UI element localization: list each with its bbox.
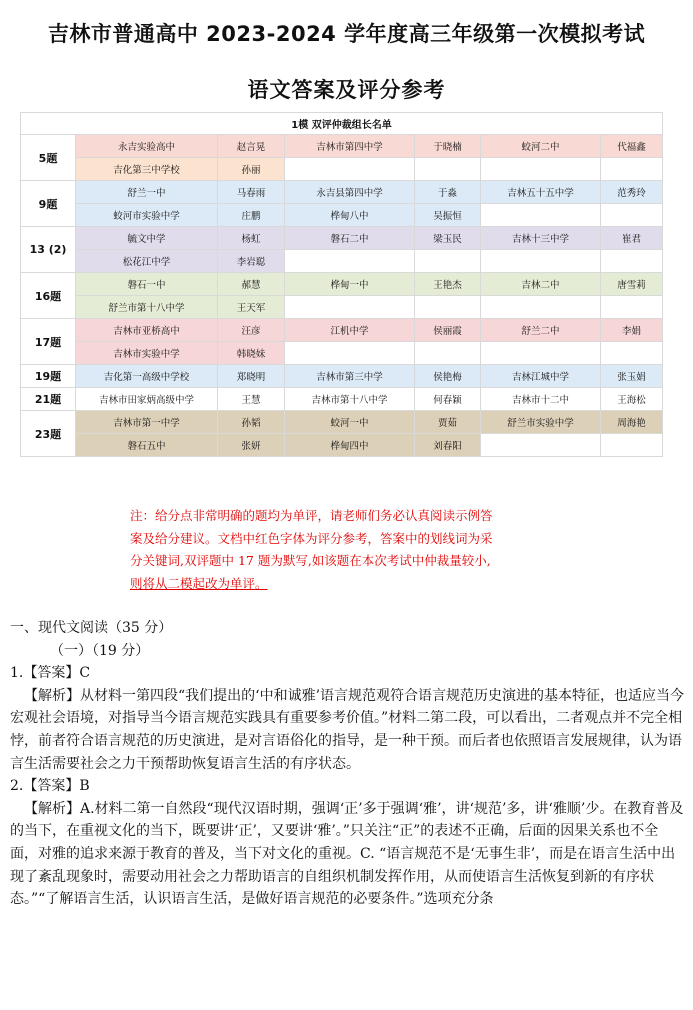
school-cell: 蛟河二中 [481, 135, 601, 158]
note-line: 分关键词,双评题中 17 题为默写,如该题在本次考试中仲裁量较小, [130, 553, 491, 568]
school-cell: 江机中学 [285, 319, 415, 342]
teacher-cell: 代福鑫 [601, 135, 663, 158]
school-cell [481, 296, 601, 319]
teacher-cell: 郝慧 [218, 273, 285, 296]
school-cell: 舒兰一中 [76, 181, 218, 204]
teacher-cell: 马春雨 [218, 181, 285, 204]
school-cell: 吉林市第十八中学 [285, 388, 415, 411]
teacher-cell [601, 296, 663, 319]
question-label: 17题 [21, 319, 76, 365]
table-row [21, 181, 663, 204]
school-cell: 舒兰市第十八中学 [76, 296, 218, 319]
school-cell: 磐石五中 [76, 434, 218, 457]
teacher-cell: 王天军 [218, 296, 285, 319]
school-cell: 吉林市十二中 [481, 388, 601, 411]
teacher-cell: 赵言晃 [218, 135, 285, 158]
question-label: 9题 [21, 181, 76, 227]
teacher-cell: 崔君 [601, 227, 663, 250]
teacher-cell [601, 250, 663, 273]
school-cell: 桦甸一中 [285, 273, 415, 296]
teacher-cell: 侯丽霞 [415, 319, 481, 342]
school-cell: 磐石二中 [285, 227, 415, 250]
school-cell: 吉林市田家炳高级中学 [76, 388, 218, 411]
table-row [21, 319, 663, 342]
teacher-cell: 范秀玲 [601, 181, 663, 204]
teacher-cell [415, 342, 481, 365]
school-cell: 吉林五十五中学 [481, 181, 601, 204]
document-title: 吉林市普通高中 2023-2024 学年度高三年级第一次模拟考试 [47, 22, 646, 46]
teacher-cell: 李娟 [601, 319, 663, 342]
school-cell [481, 342, 601, 365]
grading-note [130, 505, 570, 595]
school-cell: 舒兰二中 [481, 319, 601, 342]
teacher-cell: 郑晓明 [218, 365, 285, 388]
teacher-cell: 于淼 [415, 181, 481, 204]
teacher-cell: 王艳杰 [415, 273, 481, 296]
school-cell: 吉林十三中学 [481, 227, 601, 250]
school-cell [285, 158, 415, 181]
teacher-cell: 张玉娟 [601, 365, 663, 388]
school-cell: 吉林市第四中学 [285, 135, 415, 158]
table-row [21, 411, 663, 434]
table-row [21, 204, 663, 227]
school-cell: 蛟河市实验中学 [76, 204, 218, 227]
school-cell: 吉林二中 [481, 273, 601, 296]
analysis-1: 【解析】从材料一第四段“我们提出的‘中和诚雅’语言规范观符合语言规范历史演进的基本特征，也适应当今宏观社会语境，对指导当今语言规范实践具有重要参考价值。”材料二第二段，可以看出，二者观点并不完全相悖，前者符合语言规范的历史演进，是对言语俗化的指导，是一种干预。而后者也依照语言发展规律，认为语言生活需要社会之力干预帮助恢复语言生活的有序状态。 [10, 687, 685, 772]
teacher-cell: 唐雪莉 [601, 273, 663, 296]
school-cell: 吉化第三中学校 [76, 158, 218, 181]
teacher-cell [415, 158, 481, 181]
question-label: 21题 [21, 388, 76, 411]
question-label: 5题 [21, 135, 76, 181]
teacher-cell: 何春颖 [415, 388, 481, 411]
school-cell [285, 296, 415, 319]
school-cell [285, 342, 415, 365]
teacher-cell: 汪彦 [218, 319, 285, 342]
teacher-cell: 孙韬 [218, 411, 285, 434]
table-row [21, 135, 663, 158]
table-row [21, 273, 663, 296]
school-cell [481, 204, 601, 227]
teacher-cell: 梁玉民 [415, 227, 481, 250]
school-cell: 永吉实验高中 [76, 135, 218, 158]
school-cell: 吉林市第一中学 [76, 411, 218, 434]
school-cell [481, 434, 601, 457]
school-cell: 毓文中学 [76, 227, 218, 250]
school-cell: 吉林市亚桥高中 [76, 319, 218, 342]
question-label: 13 (2) [21, 227, 76, 273]
question-label: 16题 [21, 273, 76, 319]
school-cell: 松花江中学 [76, 250, 218, 273]
teacher-cell: 贾茹 [415, 411, 481, 434]
teacher-cell: 李岩聪 [218, 250, 285, 273]
teacher-cell [601, 204, 663, 227]
school-cell: 舒兰市实验中学 [481, 411, 601, 434]
teacher-cell: 王慧 [218, 388, 285, 411]
teacher-cell: 王海松 [601, 388, 663, 411]
subsection-heading: （一）（19 分） [50, 642, 150, 659]
table-row [21, 158, 663, 181]
answer-1: 1.【答案】C [10, 665, 91, 682]
school-cell: 蛟河一中 [285, 411, 415, 434]
school-cell: 磐石一中 [76, 273, 218, 296]
school-cell [481, 158, 601, 181]
teacher-cell: 吴振恒 [415, 204, 481, 227]
school-cell: 吉化第一高级中学校 [76, 365, 218, 388]
teacher-cell: 刘春阳 [415, 434, 481, 457]
school-cell: 吉林市实验中学 [76, 342, 218, 365]
table-row [21, 434, 663, 457]
question-label: 19题 [21, 365, 76, 388]
table-row [21, 227, 663, 250]
section-heading: 一、现代文阅读（35 分） [10, 620, 173, 636]
grader-table-container [20, 112, 662, 457]
answer-body [10, 617, 685, 911]
teacher-cell [601, 342, 663, 365]
analysis-2: 【解析】A.材料二第一自然段“现代汉语时期，强调‘正’多于强调‘雅’，讲‘规范’多，讲‘雅顺’少。在教育普及的当下，在重视文化的当下，既要讲‘正’，又要讲‘雅’。”只关注“正”的表述不正确，后面的因果关系也不全面，对雅的追求来源于教育的普及，当下对文化的重视。C. “语言规范不是‘无事生非’，而是在语言生活中出现了紊乱现象时，需要动用社会之力帮助语言的自组织机制发挥作用，从而使语言生活恢复到新的有序状态。”“了解语言生活，认识语言生活，是做好语言规范的必要条件。”选项充分条 [10, 800, 684, 908]
school-cell [285, 250, 415, 273]
teacher-cell: 张妍 [218, 434, 285, 457]
teacher-cell [415, 250, 481, 273]
teacher-cell: 侯艳梅 [415, 365, 481, 388]
teacher-cell: 孙丽 [218, 158, 285, 181]
grader-table [20, 112, 663, 457]
school-cell: 吉林市第三中学 [285, 365, 415, 388]
table-header: 1模 双评仲裁组长名单 [21, 113, 663, 135]
school-cell: 桦甸八中 [285, 204, 415, 227]
school-cell: 永吉县第四中学 [285, 181, 415, 204]
table-row [21, 296, 663, 319]
school-cell: 桦甸四中 [285, 434, 415, 457]
teacher-cell [415, 296, 481, 319]
answer-2: 2.【答案】B [10, 778, 90, 795]
table-row [21, 250, 663, 273]
teacher-cell: 周海艳 [601, 411, 663, 434]
school-cell: 吉林江城中学 [481, 365, 601, 388]
teacher-cell [601, 434, 663, 457]
teacher-cell: 韩晓妹 [218, 342, 285, 365]
teacher-cell [601, 158, 663, 181]
note-line: 则将从二模起改为单评。 [130, 575, 268, 591]
teacher-cell: 庄鹏 [218, 204, 285, 227]
note-line: 案及给分建议。文档中红色字体为评分参考，答案中的划线词为采 [130, 530, 493, 546]
document-subtitle: 语文答案及评分参考 [247, 78, 446, 102]
question-label: 23题 [21, 411, 76, 457]
school-cell [481, 250, 601, 273]
table-row [21, 342, 663, 365]
teacher-cell: 于晓楠 [415, 135, 481, 158]
teacher-cell: 杨虹 [218, 227, 285, 250]
note-line: 注：给分点非常明确的题均为单评，请老师们务必认真阅读示例答 [130, 508, 493, 523]
table-row [21, 388, 663, 411]
table-row [21, 365, 663, 388]
